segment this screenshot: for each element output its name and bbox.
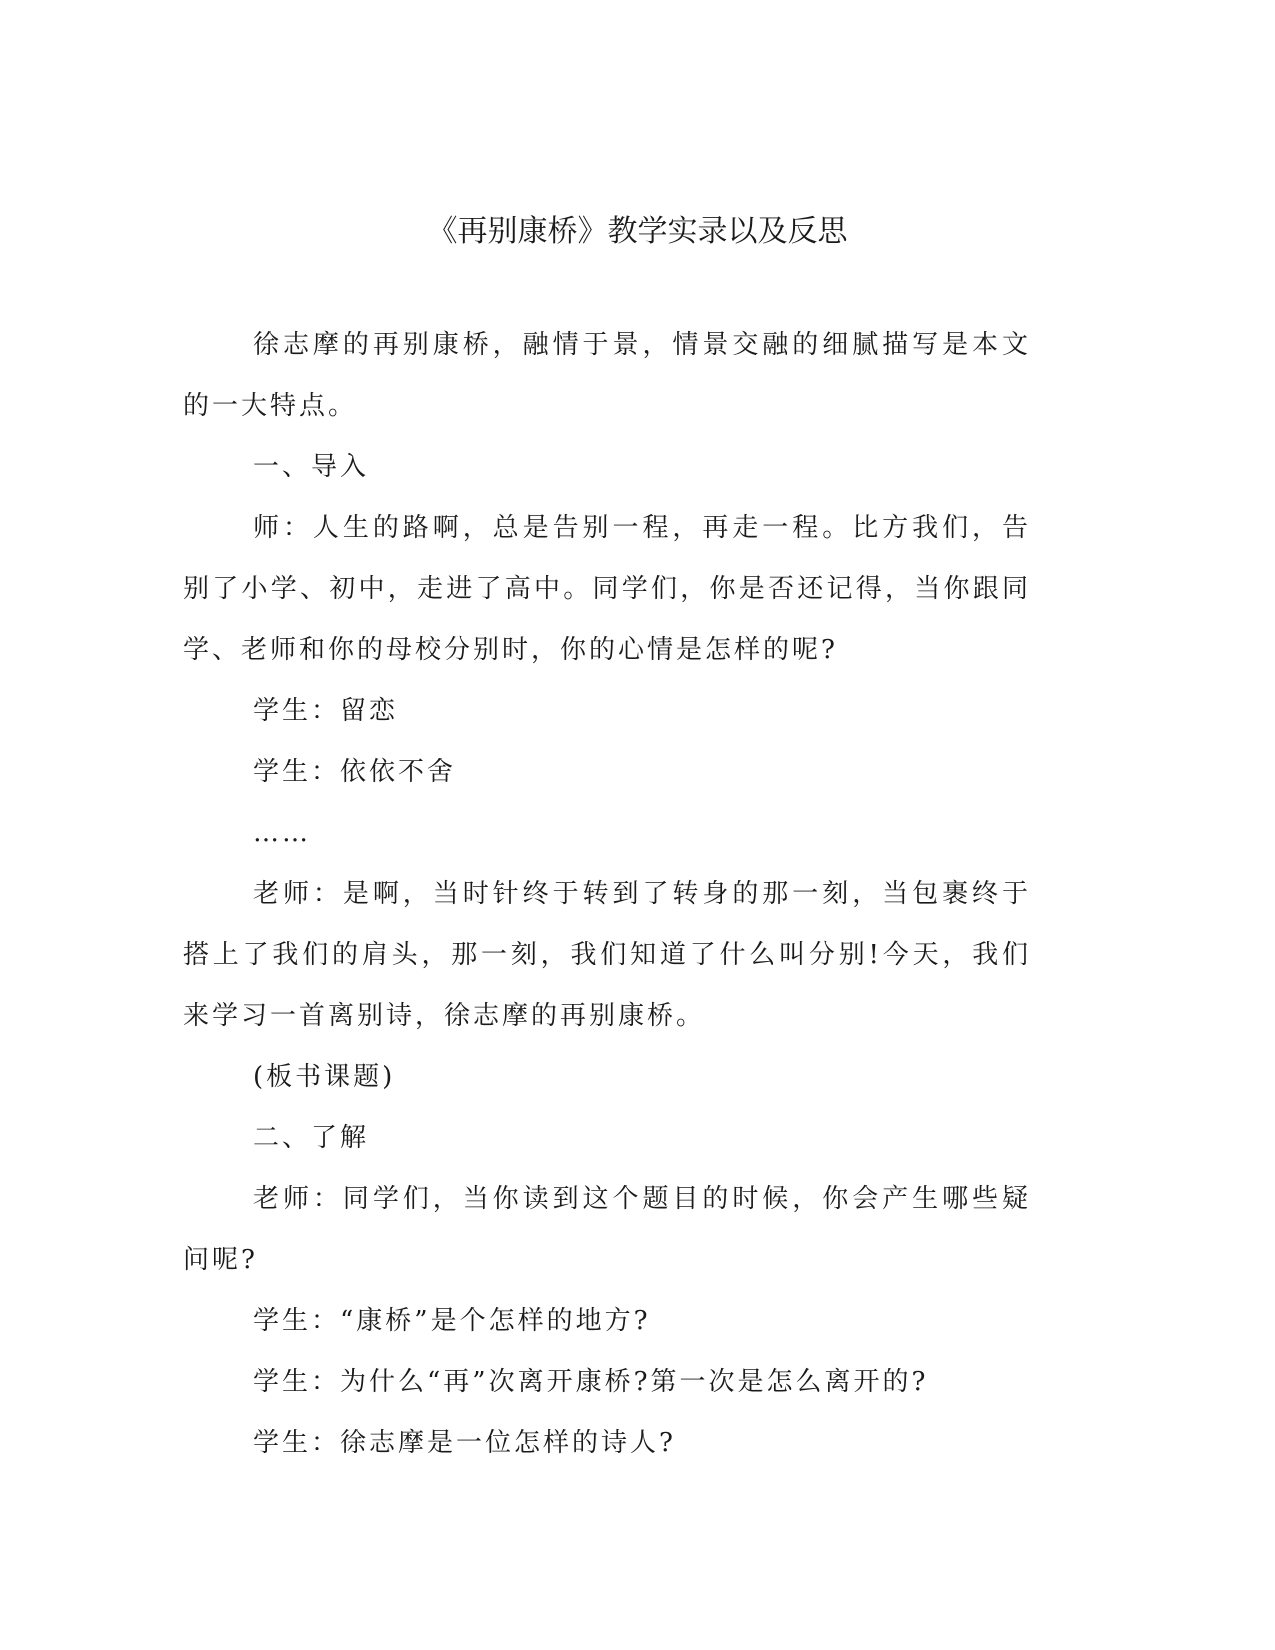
document-title: 《再别康桥》教学实录以及反思: [427, 214, 848, 249]
paragraph-ellipsis: ……: [253, 818, 311, 848]
paragraph-student-1: 学生：留恋: [253, 696, 399, 726]
section-heading-understand: 二、了解: [253, 1123, 370, 1153]
paragraph-student-3: 学生：“康桥”是个怎样的地方?: [253, 1306, 651, 1336]
paragraph-student-2: 学生：依依不舍: [253, 757, 457, 787]
paragraph-student-4: 学生：为什么“再”次离开康桥?第一次是怎么离开的?: [253, 1367, 929, 1397]
paragraph-student-5: 学生：徐志摩是一位怎样的诗人?: [253, 1428, 676, 1458]
paragraph-teacher-3: 老师：同学们，当你读到这个题目的时候，你会产生哪些疑问呢?: [183, 1184, 1031, 1275]
paragraph-teacher-2: 老师：是啊，当时针终于转到了转身的那一刻，当包裹终于搭上了我们的肩头，那一刻，我们知道了什么叫分别!今天，我们来学习一首离别诗，徐志摩的再别康桥。: [183, 879, 1031, 1031]
section-heading-intro: 一、导入: [253, 452, 370, 482]
paragraph-teacher-1: 师：人生的路啊，总是告别一程，再走一程。比方我们，告别了小学、初中，走进了高中。同学们，你是否还记得，当你跟同学、老师和你的母校分别时，你的心情是怎样的呢?: [183, 513, 1031, 665]
paragraph-intro: 徐志摩的再别康桥，融情于景，情景交融的细腻描写是本文的一大特点。: [183, 330, 1031, 421]
paragraph-board-note: (板书课题): [253, 1062, 396, 1092]
document-body: [183, 315, 1031, 1474]
